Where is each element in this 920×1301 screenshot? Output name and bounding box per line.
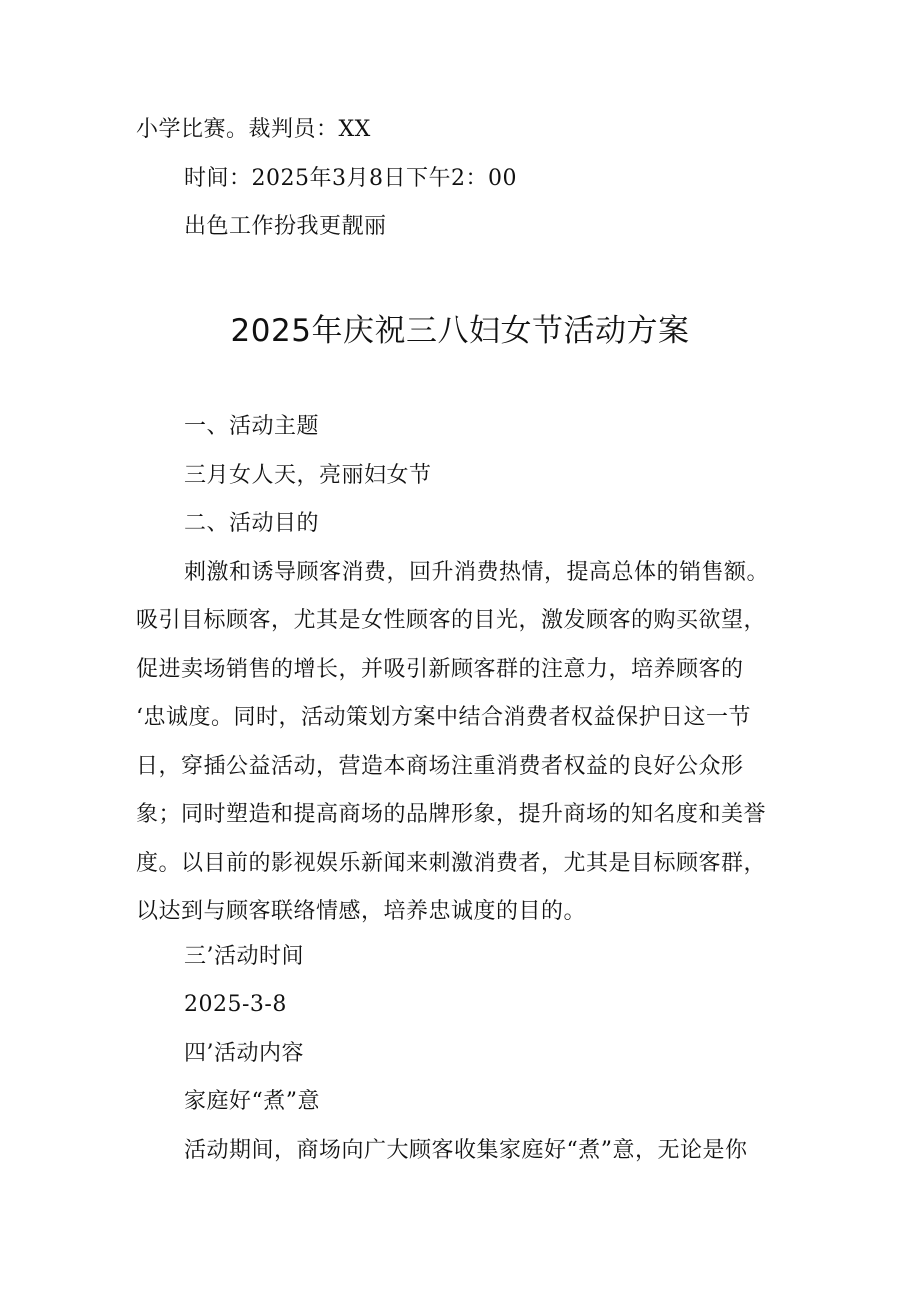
paragraph-line: 刺激和诱导顾客消费，回升消费热情，提高总体的销售额。 xyxy=(184,560,770,585)
paragraph-line: ‘忠诚度。同时，活动策划方案中结合消费者权益保护日这一节 xyxy=(136,705,751,730)
section-body-date: 2025-3-8 xyxy=(184,992,287,1017)
section-heading-time: 三’活动时间 xyxy=(184,944,304,969)
paragraph-line: 促进卖场销售的增长，并吸引新顾客群的注意力，培养顾客的 xyxy=(136,657,744,682)
paragraph-line: 活动期间，商场向广大顾客收集家庭好“煮”意，无论是你 xyxy=(184,1138,748,1163)
paragraph-line: 象；同时塑造和提高商场的品牌形象，提升商场的知名度和美誉 xyxy=(136,802,767,827)
text-line-referee: 小学比赛。裁判员：XX xyxy=(136,117,371,142)
paragraph-line: 日，穿插公益活动，营造本商场注重消费者权益的良好公众形 xyxy=(136,754,744,779)
section-heading-theme: 一、活动主题 xyxy=(184,414,320,439)
section-heading-content: 四’活动内容 xyxy=(184,1041,304,1066)
section-subheading-content: 家庭好“煮”意 xyxy=(184,1089,320,1114)
document-title: 2025年庆祝三八妇女节活动方案 xyxy=(230,313,690,349)
paragraph-line: 吸引目标顾客，尤其是女性顾客的目光，激发顾客的购买欲望， xyxy=(136,608,767,633)
section-body-theme: 三月女人天，亮丽妇女节 xyxy=(184,463,432,488)
paragraph-line: 以达到与顾客联络情感，培养忠诚度的目的。 xyxy=(136,899,587,924)
text-line-slogan: 出色工作扮我更靓丽 xyxy=(184,214,387,239)
section-heading-purpose: 二、活动目的 xyxy=(184,511,320,536)
text-line-time: 时间：2025年3月8日下午2：00 xyxy=(184,166,517,191)
paragraph-line: 度。以目前的影视娱乐新闻来刺激消费者，尤其是目标顾客群， xyxy=(136,851,767,876)
